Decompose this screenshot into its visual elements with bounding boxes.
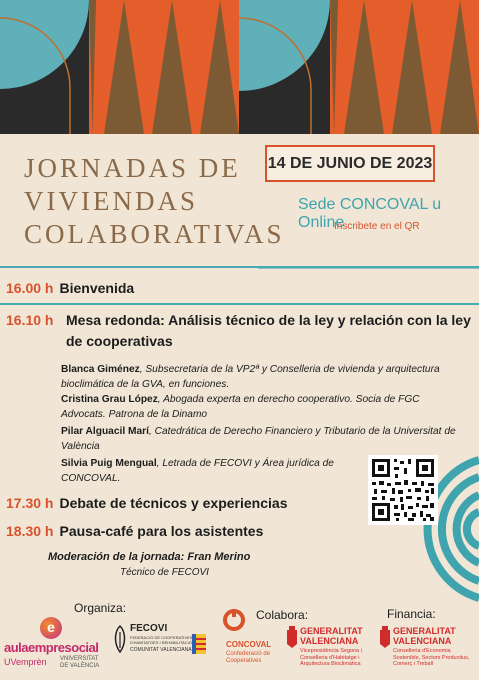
senyera-flag-icon xyxy=(192,634,206,654)
panelist-role: , Letrada de FECOVI y Área jurídica de CONCOVAL. xyxy=(61,458,334,484)
schedule-label: Bienvenida xyxy=(59,280,135,296)
schedule-time: 16.00 h xyxy=(6,280,54,296)
panelist-name: Blanca Giménez xyxy=(61,364,140,375)
fecovi-sub: FEDERACIÓ DE COOPERATIVES D'HABITATGES I REHABILITACIÓ xyxy=(130,635,193,645)
divider-line-thin xyxy=(258,268,479,269)
title-line: VIVIENDAS xyxy=(24,186,198,216)
aulaempresocial-logo xyxy=(4,617,112,675)
divider-line xyxy=(0,303,479,305)
panelist-name: Silvia Puig Mengual xyxy=(61,458,157,469)
schedule-time: 16.10 h xyxy=(6,312,54,328)
schedule-time: 18.30 h xyxy=(6,523,54,539)
panelist-role: , Abogada experta en derecho cooperativo. Socia de FGC Advocats. Patrona de la Dinamo xyxy=(61,394,420,420)
fecovi-name: FECOVI xyxy=(130,623,168,634)
gva-sub: Vicepresidència Segona i Conselleria d'Habitatge i Arquitectura Bioclimàtica xyxy=(300,648,362,667)
panelist xyxy=(61,363,461,392)
register-note: Inscribete en el QR xyxy=(334,221,420,232)
fecovi-logo xyxy=(112,622,210,672)
gva-logo-colabora xyxy=(286,626,376,676)
gva-crest-icon xyxy=(379,626,391,648)
qr-code[interactable] xyxy=(368,455,438,525)
event-title xyxy=(24,152,285,251)
title-line: JORNADAS DE xyxy=(24,153,241,183)
schedule-time: 17.30 h xyxy=(6,495,54,511)
aula-e-icon: e xyxy=(40,617,62,639)
schedule-label: Debate de técnicos y experiencias xyxy=(59,495,288,511)
moderation-role: Técnico de FECOVI xyxy=(120,567,209,578)
schedule-label: Mesa redonda: Análisis técnico de la ley y relación con la ley de cooperativas xyxy=(66,312,471,349)
schedule-label: Pausa-café para los asistentes xyxy=(59,523,264,539)
panelist-name: Cristina Grau López xyxy=(61,394,158,405)
vniversitat-text: VNIVERSITAT DE VALÈNCIA xyxy=(60,656,100,669)
schedule-item xyxy=(6,523,263,539)
venue-text: Sede CONCOVAL u Online xyxy=(298,196,442,231)
gva-logo-financia xyxy=(379,626,477,676)
panelist xyxy=(61,393,461,422)
uvempren-text: UVemprèn xyxy=(4,657,47,667)
gva-name: GENERALITAT VALENCIANA xyxy=(393,626,456,646)
schedule-item xyxy=(6,312,474,352)
footer-organiza-label: Organiza: xyxy=(74,601,127,615)
panelist-name: Pilar Alguacil Marí xyxy=(61,426,149,437)
concoval-ring-icon xyxy=(222,608,246,632)
title-line: COLABORATIVAS xyxy=(24,219,285,249)
fecovi-region: COMUNITAT VALENCIANA xyxy=(130,647,192,653)
concoval-logo xyxy=(218,608,284,676)
schedule-item xyxy=(6,495,287,511)
fecovi-emblem-icon xyxy=(112,624,128,654)
event-date: 14 DE JUNIO DE 2023 xyxy=(265,145,435,182)
gva-name: GENERALITAT VALENCIANA xyxy=(300,626,363,646)
footer-financia-label: Financia: xyxy=(387,607,436,621)
moderation-text: Moderación de la jornada: Fran Merino xyxy=(48,551,251,563)
concoval-sub: Confederació de Cooperatives xyxy=(226,651,271,664)
gva-crest-icon xyxy=(286,626,298,648)
header-pattern xyxy=(0,0,479,138)
panelist-role: , Catedrática de Derecho Financiero y Tributario de la Universitat de València xyxy=(61,426,456,452)
aula-name: aulaempresocial xyxy=(4,640,99,655)
panelist xyxy=(61,457,361,486)
footer-colabora-label: Colabora: xyxy=(256,608,309,622)
schedule-item xyxy=(6,280,134,296)
panelist-role: , Subsecretaria de la VP2ª y Conselleria de vivienda y arquitectura bioclimática de la GVA, en funciones. xyxy=(61,364,440,390)
panelist xyxy=(61,425,461,454)
gva-sub: Conselleria d'Economia Sostenible, Sectors Productius, Comerç i Treball xyxy=(393,648,470,667)
concoval-name: CONCOVAL xyxy=(226,640,272,649)
